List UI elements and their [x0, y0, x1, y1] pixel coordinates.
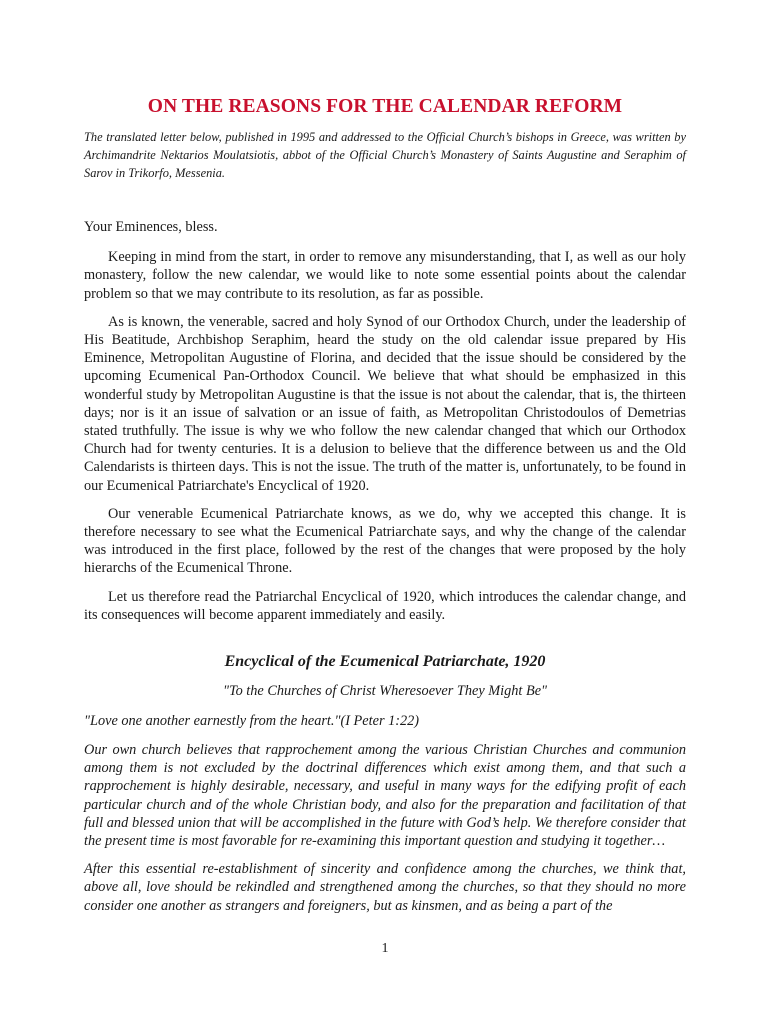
paragraph: Our venerable Ecumenical Patriarchate knows, as we do, why we accepted this change. It is therefore necessary to see what the Ecumenical Patriarchate says, and why the change of the calendar was introduced in the first place, followed by the rest of the changes that were proposed by the holy hierarchs of the Ecumenical Throne. — [84, 505, 686, 577]
letter-body — [84, 218, 686, 634]
encyclical-paragraph: After this essential re-establishment of sincerity and confidence among the churches, we think that, above all, love should be rekindled and strengthened among the churches, so that they should no more consider one another as strangers and foreigners, but as kinsmen, and as being a part of the — [84, 861, 686, 914]
encyclical-paragraph: Our own church believes that rapprochement among the various Christian Churches and communion among them is not excluded by the doctrinal differences which exist among them, and that such a rapprochement is highly desirable, necessary, and useful in many ways for the edifying profit of each particular church and of the whole Christian body, and also for the preparation and facilitation of that full and blessed union that will be accomplished in the future with God’s help. We therefore consider that the present time is most favorable for re-examining this important question and studying it together… — [84, 742, 686, 850]
paragraph: Let us therefore read the Patriarchal Encyclical of 1920, which introduces the calendar change, and its consequences will become apparent immediately and easily. — [84, 588, 686, 623]
salutation: Your Eminences, bless. — [84, 219, 218, 235]
intro-note: The translated letter below, published in 1995 and addressed to the Official Church’s bishops in Greece, was written by Archimandrite Nektarios Moulatsiotis, abbot of the Official Church’s Monastery of Saints Augustine and Seraphim of Sarov in Trikorfo, Messenia. — [84, 130, 686, 180]
page-number: 1 — [381, 941, 389, 956]
paragraph: As is known, the venerable, sacred and holy Synod of our Orthodox Church, under the leadership of His Beatitude, Archbishop Seraphim, heard the study on the old calendar issue prepared by His Eminence, Metropolitan Augustine of Florina, and decided that the issue should be considered by the upcoming Ecumenical Pan-Orthodox Council. We believe that what should be emphasized in this wonderful study by Metropolitan Augustine is that the issue is not about the calendar, that is, the thirteen days; nor is it an issue of salvation or an issue of faith, as Metropolitan Christodoulos of Demetrias stated truthfully. The issue is why we who follow the new calendar changed that which our Orthodox Church had for twenty centuries. It is a delusion to believe that the difference between us and the Old Calendarists is thirteen days. This is not the issue. The truth of the matter is, unfortunately, to be found in our Ecumenical Patriarchate's Encyclical of 1920. — [84, 313, 686, 494]
encyclical-subtitle: "To the Churches of Christ Wheresoever They Might Be" — [222, 683, 548, 699]
paragraph: Keeping in mind from the start, in order to remove any misunderstanding, that I, as well as our holy monastery, follow the new calendar, we would like to note some essential points about the calendar problem so that we may contribute to its resolution, as far as possible. — [84, 249, 686, 302]
scripture-quote: "Love one another earnestly from the heart."(I Peter 1:22) — [84, 713, 420, 729]
encyclical-title: Encyclical of the Ecumenical Patriarchate, 1920 — [224, 653, 546, 670]
document-title: ON THE REASONS FOR THE CALENDAR REFORM — [147, 96, 623, 117]
encyclical-body — [84, 741, 686, 925]
